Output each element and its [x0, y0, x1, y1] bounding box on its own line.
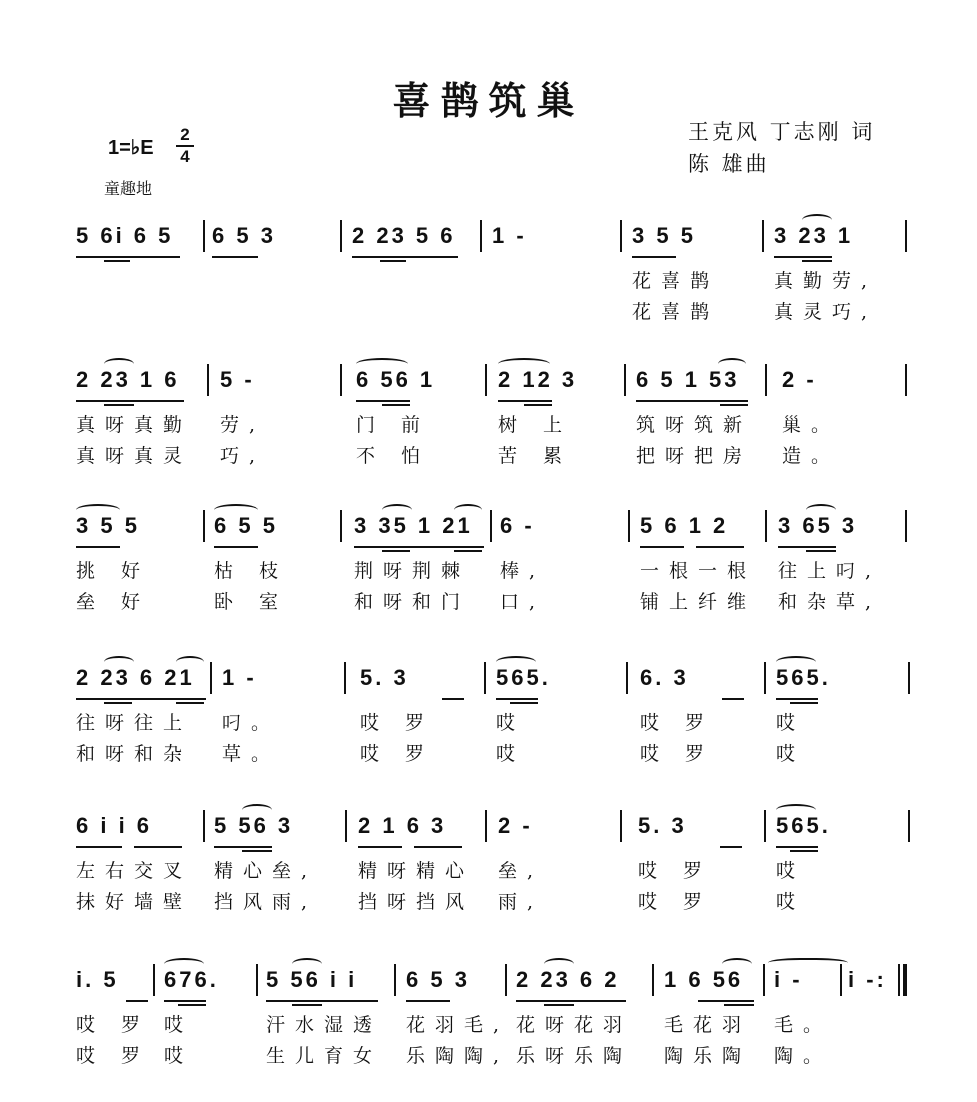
measure-notes: 2 23 5 6	[352, 223, 456, 248]
lyric-verse-2: 哎 罗	[640, 743, 715, 765]
lyric-verse-2: 卧 室	[214, 591, 289, 613]
barline	[905, 510, 907, 542]
barline	[153, 964, 155, 996]
score-row-2	[0, 362, 977, 502]
measure-notes: 6 5 3	[406, 967, 470, 992]
lyric-verse-2: 不 怕	[356, 445, 431, 467]
slur-mark	[104, 656, 134, 668]
lyric-verse-1: 哎	[776, 712, 806, 734]
underline	[720, 404, 748, 406]
underline	[354, 546, 484, 548]
underline	[164, 1000, 206, 1002]
underline	[414, 846, 462, 848]
underline	[214, 846, 272, 848]
lyric-verse-1: 垒,	[498, 860, 544, 882]
lyric-verse-2: 哎	[776, 743, 806, 765]
lyric-verse-1: 往上叼,	[778, 560, 882, 582]
measure-notes: 1 6 56	[664, 967, 744, 992]
barline	[763, 964, 765, 996]
lyric-verse-2: 哎	[164, 1045, 194, 1067]
slur-mark	[776, 656, 816, 668]
barline	[207, 364, 209, 396]
lyric-verse-2: 苦 累	[498, 445, 573, 467]
measure-notes: 3 23 1	[774, 223, 854, 248]
underline	[176, 702, 204, 704]
lyric-verse-2: 雨,	[498, 891, 544, 913]
measure-notes: 3 5 5	[632, 223, 696, 248]
underline	[266, 1000, 378, 1002]
composer-credit: 陈 雄曲	[688, 152, 770, 176]
measure-notes: 5. 3	[638, 813, 687, 838]
lyric-verse-1: 挑 好	[76, 560, 151, 582]
measure-notes: 5 6i 6 5	[76, 223, 174, 248]
underline	[76, 256, 180, 258]
lyricist-credit: 王克风 丁志刚 词	[688, 120, 876, 144]
time-signature	[176, 126, 194, 166]
barline	[340, 220, 342, 252]
lyric-verse-1: 精呀精心	[358, 860, 475, 882]
lyric-verse-2: 垒 好	[76, 591, 151, 613]
underline	[790, 850, 818, 852]
underline	[104, 404, 134, 406]
barline	[344, 662, 346, 694]
underline	[806, 550, 836, 552]
lyric-verse-1: 毛。	[774, 1014, 833, 1036]
measure-notes: 6 5 5	[214, 513, 278, 538]
score-row-1	[0, 218, 977, 358]
underline	[292, 1004, 322, 1006]
lyric-verse-2: 和呀和杂	[76, 743, 193, 765]
lyric-verse-2: 把呀把房	[636, 445, 753, 467]
measure-notes: 2 23 6 21	[76, 665, 195, 690]
lyric-verse-2: 陶。	[774, 1045, 833, 1067]
barline	[485, 364, 487, 396]
measure-notes: 2 1 6 3	[358, 813, 447, 838]
barline	[628, 510, 630, 542]
slur-mark	[544, 958, 574, 970]
measure-notes: i -	[774, 967, 803, 992]
underline	[76, 846, 122, 848]
lyric-verse-1: 哎	[496, 712, 526, 734]
measure-notes: 5 -	[220, 367, 255, 392]
lyric-verse-1: 花羽毛,	[406, 1014, 510, 1036]
lyric-verse-2: 哎 罗	[76, 1045, 151, 1067]
lyric-verse-1: 叼。	[222, 712, 281, 734]
measure-notes: 6 56 1	[356, 367, 436, 392]
lyric-verse-1: 一根一根	[640, 560, 757, 582]
underline	[776, 846, 818, 848]
barline	[764, 810, 766, 842]
slur-mark	[802, 214, 832, 226]
measure-notes: 565.	[776, 813, 831, 838]
slur-mark	[496, 656, 536, 668]
lyric-verse-2: 造。	[782, 445, 841, 467]
lyric-verse-2: 生儿育女	[266, 1045, 383, 1067]
key-signature: 1=♭E	[108, 137, 154, 159]
lyric-verse-1: 荆呀荆棘	[354, 560, 471, 582]
barline	[652, 964, 654, 996]
underline	[358, 846, 402, 848]
barline	[905, 220, 907, 252]
barline	[624, 364, 626, 396]
underline	[722, 698, 744, 700]
slur-mark	[718, 358, 746, 370]
lyric-verse-1: 筑呀筑新	[636, 414, 753, 436]
slur-mark	[776, 804, 816, 816]
barline	[480, 220, 482, 252]
underline	[382, 404, 410, 406]
measure-notes: 2 12 3	[498, 367, 578, 392]
underline	[76, 698, 206, 700]
measure-notes: 1 -	[492, 223, 527, 248]
underline	[442, 698, 464, 700]
lyric-verse-2: 真呀真灵	[76, 445, 193, 467]
underline	[356, 400, 410, 402]
underline	[636, 400, 748, 402]
slur-mark	[806, 504, 836, 516]
measure-notes: 2 -	[782, 367, 817, 392]
measure-notes: 3 65 3	[778, 513, 858, 538]
underline	[724, 1004, 754, 1006]
slur-mark	[242, 804, 272, 816]
measure-notes: 6 5 1 53	[636, 367, 740, 392]
lyric-verse-1: 精心垒,	[214, 860, 318, 882]
final-barline-thick	[903, 964, 907, 996]
slur-mark	[454, 504, 482, 516]
slur-mark	[104, 358, 134, 370]
measure-notes: 6. 3	[640, 665, 689, 690]
slur-mark	[76, 504, 120, 516]
measure-notes: 2 23 1 6	[76, 367, 180, 392]
underline	[510, 702, 538, 704]
lyric-verse-1: 真呀真勤	[76, 414, 193, 436]
lyric-verse-2: 哎	[496, 743, 526, 765]
lyric-verse-2: 草。	[222, 743, 281, 765]
barline	[485, 810, 487, 842]
lyric-verse-2: 口,	[500, 591, 546, 613]
lyric-verse-2: 和杂草,	[778, 591, 882, 613]
underline	[720, 846, 742, 848]
lyric-verse-2: 乐陶陶,	[406, 1045, 510, 1067]
lyric-verse-1: 花呀花羽	[516, 1014, 633, 1036]
time-signature-bottom: 4	[180, 147, 190, 166]
lyric-verse-1: 哎 罗	[640, 712, 715, 734]
lyric-verse-1: 左右交叉	[76, 860, 193, 882]
measure-notes: 3 35 1 21	[354, 513, 473, 538]
measure-notes: 5 56 3	[214, 813, 294, 838]
underline	[406, 1000, 450, 1002]
lyric-verse-1: 枯 枝	[214, 560, 289, 582]
lyric-verse-1: 哎 罗	[638, 860, 713, 882]
measure-notes: 6 i i 6	[76, 813, 153, 838]
barline	[765, 364, 767, 396]
barline	[908, 810, 910, 842]
barline	[345, 810, 347, 842]
underline	[632, 256, 676, 258]
underline	[134, 846, 182, 848]
song-title: 喜鹊筑巢	[392, 78, 585, 123]
underline	[76, 400, 184, 402]
slur-mark	[164, 958, 204, 970]
lyric-verse-1: 汗水湿透	[266, 1014, 383, 1036]
underline	[696, 546, 744, 548]
measure-notes: 5 6 1 2	[640, 513, 729, 538]
underline	[380, 260, 406, 262]
underline	[498, 400, 552, 402]
lyric-verse-1: 真勤劳,	[774, 270, 878, 292]
measure-notes: 2 23 6 2	[516, 967, 620, 992]
lyric-verse-2: 抹好墙壁	[76, 891, 193, 913]
score-row-5	[0, 808, 977, 948]
barline	[203, 510, 205, 542]
barline	[626, 662, 628, 694]
measure-notes: 6 -	[500, 513, 535, 538]
barline	[505, 964, 507, 996]
measure-notes: 565.	[496, 665, 551, 690]
barline	[764, 662, 766, 694]
lyric-verse-1: 哎	[776, 860, 806, 882]
underline	[104, 702, 132, 704]
underline	[104, 260, 130, 262]
tempo-marking: 童趣地	[104, 181, 153, 198]
slur-mark	[382, 504, 412, 516]
lyric-verse-2: 挡呀挡风	[358, 891, 475, 913]
barline	[484, 662, 486, 694]
measure-notes: 5. 3	[360, 665, 409, 690]
measure-notes: i. 5	[76, 967, 119, 992]
underline	[382, 550, 410, 552]
slur-mark	[292, 958, 322, 970]
underline	[212, 256, 258, 258]
lyric-verse-1: 哎	[164, 1014, 194, 1036]
barline	[765, 510, 767, 542]
barline	[905, 364, 907, 396]
lyric-verse-1: 毛花羽	[664, 1014, 752, 1036]
slur-mark	[722, 958, 752, 970]
score-row-4	[0, 660, 977, 800]
barline	[210, 662, 212, 694]
barline	[340, 364, 342, 396]
underline	[454, 550, 482, 552]
lyric-verse-1: 哎 罗	[360, 712, 435, 734]
underline	[352, 256, 458, 258]
lyric-verse-1: 棒,	[500, 560, 546, 582]
slur-mark	[356, 358, 408, 370]
slur-mark	[498, 358, 550, 370]
barline	[840, 964, 842, 996]
score-row-3	[0, 508, 977, 648]
lyric-verse-1: 往呀往上	[76, 712, 193, 734]
barline	[394, 964, 396, 996]
underline	[76, 546, 120, 548]
underline	[126, 1000, 148, 1002]
barline	[203, 220, 205, 252]
underline	[524, 404, 552, 406]
lyric-verse-1: 花喜鹊	[632, 270, 720, 292]
lyric-verse-2: 挡风雨,	[214, 891, 318, 913]
barline	[908, 662, 910, 694]
lyric-verse-2: 真灵巧,	[774, 301, 878, 323]
lyric-verse-2: 哎 罗	[360, 743, 435, 765]
lyric-verse-2: 陶乐陶	[664, 1045, 752, 1067]
lyric-verse-1: 门 前	[356, 414, 431, 436]
measure-notes: 2 -	[498, 813, 533, 838]
score-row-6	[0, 962, 977, 1102]
measure-notes: 3 5 5	[76, 513, 140, 538]
measure-notes: i -:	[848, 967, 887, 992]
underline	[790, 702, 818, 704]
final-barline	[898, 964, 900, 996]
measure-notes: 5 56 i i	[266, 967, 358, 992]
lyric-verse-2: 铺上纤维	[640, 591, 757, 613]
barline	[762, 220, 764, 252]
lyric-verse-1: 劳,	[220, 414, 266, 436]
underline	[698, 1000, 754, 1002]
barline	[620, 810, 622, 842]
measure-notes: 676.	[164, 967, 219, 992]
barline	[490, 510, 492, 542]
lyric-verse-2: 和呀和门	[354, 591, 471, 613]
lyric-verse-1: 哎 罗	[76, 1014, 151, 1036]
measure-notes: 565.	[776, 665, 831, 690]
underline	[242, 850, 272, 852]
measure-notes: 1 -	[222, 665, 257, 690]
lyric-verse-2: 乐呀乐陶	[516, 1045, 633, 1067]
underline	[178, 1004, 206, 1006]
lyric-verse-1: 巢。	[782, 414, 841, 436]
barline	[203, 810, 205, 842]
lyric-verse-2: 哎	[776, 891, 806, 913]
time-signature-top: 2	[180, 125, 190, 144]
underline	[640, 546, 684, 548]
underline	[516, 1000, 626, 1002]
barline	[256, 964, 258, 996]
underline	[214, 546, 258, 548]
barline	[340, 510, 342, 542]
measure-notes: 6 5 3	[212, 223, 276, 248]
lyric-verse-1: 树 上	[498, 414, 573, 436]
underline	[802, 260, 832, 262]
volta-bracket	[768, 958, 848, 970]
underline	[776, 698, 818, 700]
underline	[544, 1004, 574, 1006]
barline	[620, 220, 622, 252]
underline	[496, 698, 538, 700]
lyric-verse-2: 花喜鹊	[632, 301, 720, 323]
lyric-verse-2: 巧,	[220, 445, 266, 467]
underline	[774, 256, 832, 258]
underline	[778, 546, 836, 548]
slur-mark	[214, 504, 258, 516]
lyric-verse-2: 哎 罗	[638, 891, 713, 913]
slur-mark	[176, 656, 204, 668]
